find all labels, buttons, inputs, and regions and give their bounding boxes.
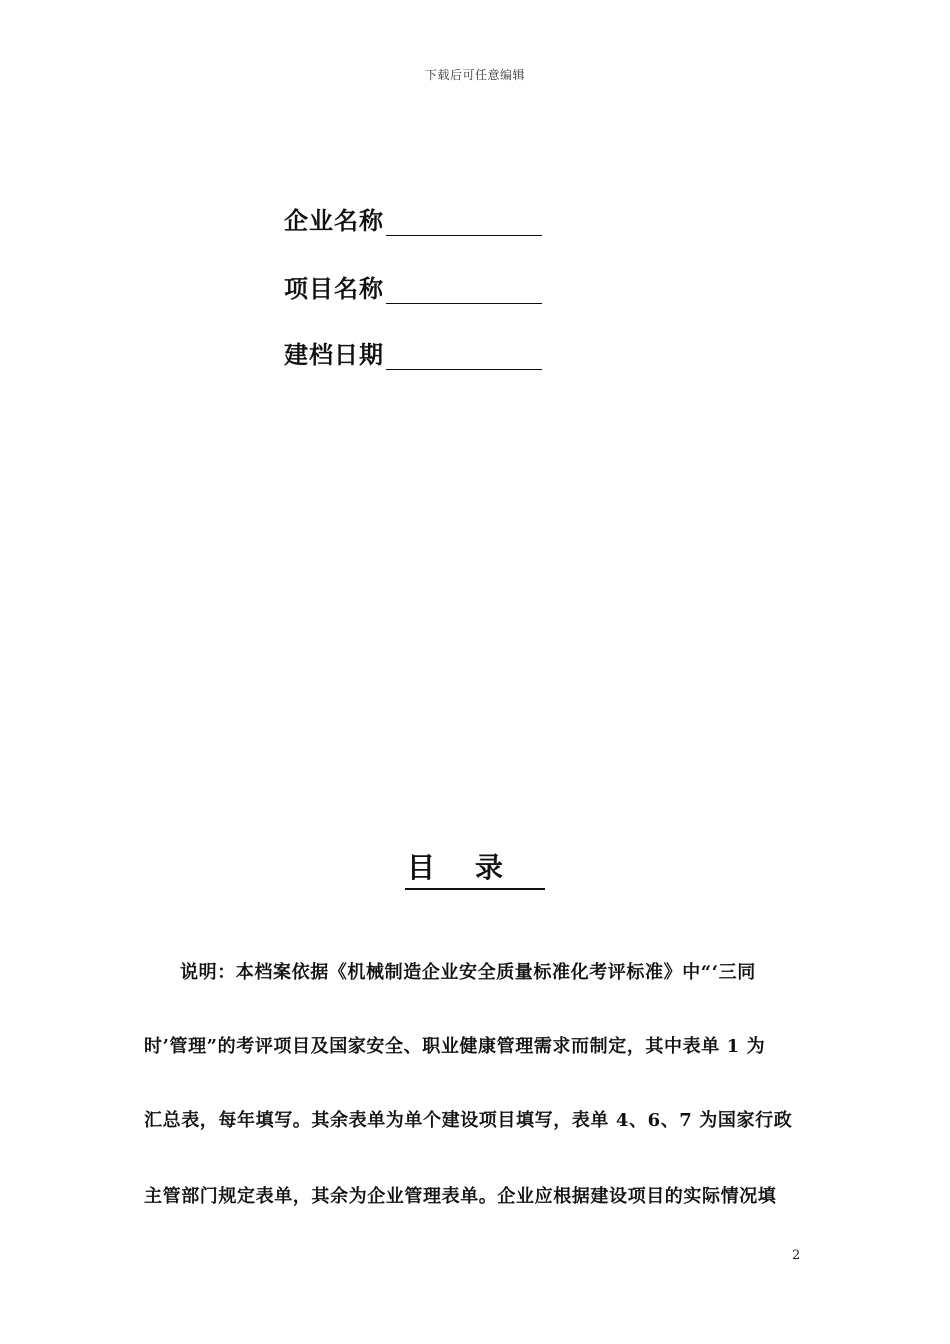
toc-title-text: 目录 <box>405 846 545 890</box>
header-note: 下载后可任意编辑 <box>424 68 525 82</box>
cover-field-filing-date <box>284 334 542 370</box>
cover-field-blank <box>386 275 542 304</box>
page-number: 2 <box>792 1248 801 1263</box>
description-line: 时’管理”的考评项目及国家安全、职业健康管理需求而制定，其中表单 1 为 <box>144 1036 766 1057</box>
description-line: 汇总表，每年填写。其余表单为单个建设项目填写，表单 4、6、7 为国家行政 <box>144 1110 793 1131</box>
toc-title <box>0 846 950 890</box>
cover-field-label: 企业名称 <box>284 206 384 235</box>
cover-field-company-name <box>284 200 542 236</box>
cover-field-project-name <box>284 268 542 304</box>
cover-field-label: 建档日期 <box>284 340 384 369</box>
cover-field-blank <box>386 341 542 370</box>
description-line: 说明：本档案依据《机械制造企业安全质量标准化考评标准》中“‘三同 <box>180 962 756 983</box>
cover-field-label: 项目名称 <box>284 274 384 303</box>
cover-field-blank <box>386 207 542 236</box>
description-line: 主管部门规定表单，其余为企业管理表单。企业应根据建设项目的实际情况填 <box>144 1186 777 1207</box>
